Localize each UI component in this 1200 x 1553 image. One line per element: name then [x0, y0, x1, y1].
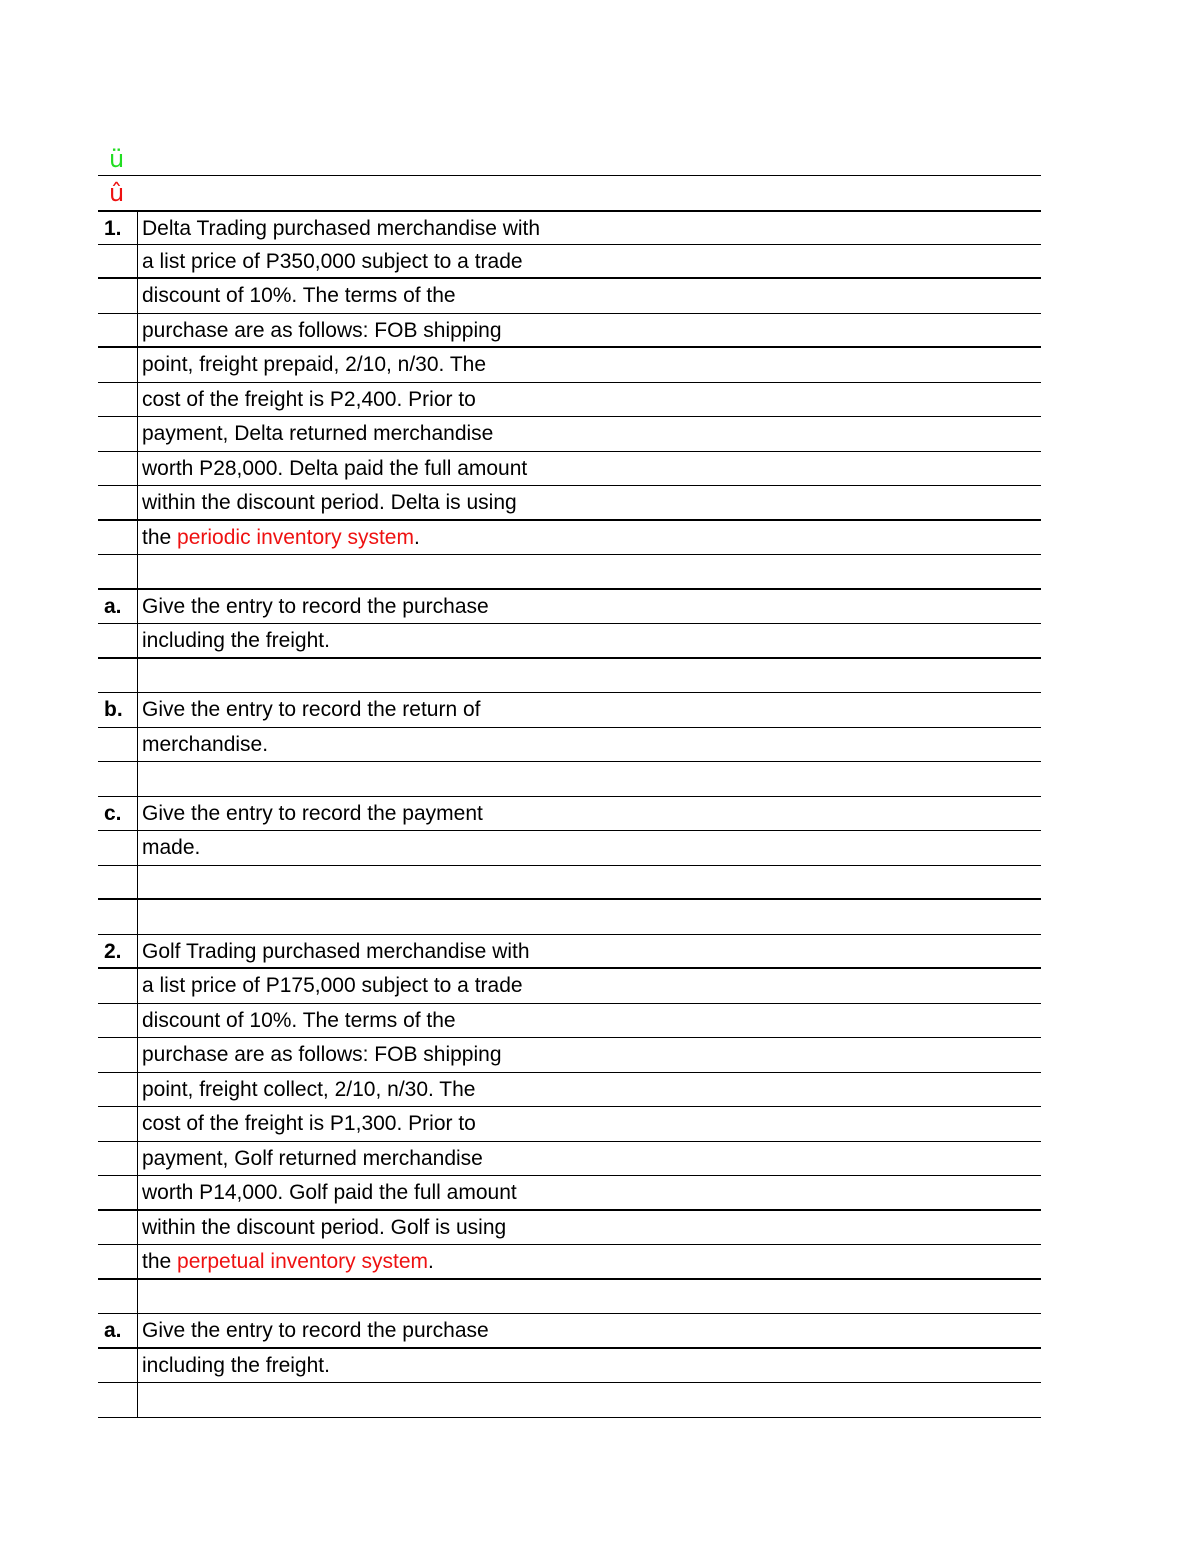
problem-1-row-6 — [98, 383, 1041, 418]
problem-1-row-10 — [98, 521, 1041, 556]
question-text: merchandise. — [142, 732, 269, 756]
question-text: Give the entry to record the payment — [142, 801, 483, 825]
question-1a-row-1 — [98, 590, 1041, 625]
problem-2-row-2 — [98, 969, 1041, 1004]
problem-2-row-1 — [98, 935, 1041, 970]
empty-cell — [138, 1383, 1041, 1417]
empty-cell — [98, 1211, 138, 1245]
check-mark-icon: ü — [109, 145, 125, 173]
blank-row — [98, 659, 1041, 694]
problem-1-row-4 — [98, 314, 1041, 349]
problem-1-text: point, freight prepaid, 2/10, n/30. The — [142, 353, 487, 376]
blank-row — [98, 1280, 1041, 1315]
problem-2-text: worth P14,000. Golf paid the full amount — [142, 1181, 517, 1204]
empty-cell — [138, 900, 1041, 934]
text-prefix: the — [142, 1250, 178, 1273]
text-suffix: . — [413, 525, 420, 549]
problem-1-text: a list price of P350,000 subject to a trade — [142, 249, 523, 273]
empty-cell — [98, 1280, 138, 1314]
problem-1-text: payment, Delta returned merchandise — [142, 422, 494, 445]
problem-1-text: within the discount period. Delta is using — [142, 491, 517, 514]
empty-cell — [98, 314, 138, 347]
empty-cell — [98, 624, 138, 657]
problem-2-text: cost of the freight is P1,300. Prior to — [142, 1112, 476, 1135]
question-letter: c. — [98, 797, 138, 831]
empty-cell — [98, 279, 138, 313]
problem-2-text: discount of 10%. The terms of the — [142, 1008, 456, 1032]
problem-1-text: discount of 10%. The terms of the — [142, 284, 456, 307]
question-2a-row-1 — [98, 1314, 1041, 1349]
inventory-system-highlight: periodic inventory system — [177, 525, 414, 549]
empty-cell — [98, 1073, 138, 1107]
empty-cell — [98, 900, 138, 934]
empty-cell — [98, 1349, 138, 1383]
problem-2-row-5 — [98, 1073, 1041, 1108]
problem-2-row-6 — [98, 1107, 1041, 1142]
question-2a-row-2 — [98, 1349, 1041, 1384]
inventory-system-highlight: perpetual inventory system — [177, 1250, 428, 1273]
blank-row — [98, 555, 1041, 590]
worksheet — [98, 142, 1041, 1418]
empty-cell — [138, 555, 1041, 588]
empty-cell — [98, 555, 138, 588]
question-text: Give the entry to record the return of — [142, 698, 481, 721]
problem-1-row-9 — [98, 486, 1041, 521]
empty-cell — [98, 1004, 138, 1038]
cross-mark-icon: û — [109, 179, 125, 207]
question-1a-row-2 — [98, 624, 1041, 659]
check-mark-row — [98, 142, 1041, 176]
empty-cell — [98, 1383, 138, 1417]
empty-cell — [98, 1245, 138, 1278]
problem-2-text: within the discount period. Golf is using — [142, 1215, 507, 1239]
empty-cell — [98, 728, 138, 762]
text-prefix: the — [142, 525, 178, 549]
blank-row — [98, 762, 1041, 797]
problem-1-row-3 — [98, 279, 1041, 314]
problem-2-number: 2. — [98, 935, 138, 968]
problem-1-text: purchase are as follows: FOB shipping — [142, 318, 502, 342]
problem-1-row-2 — [98, 245, 1041, 280]
problem-1-number: 1. — [98, 212, 138, 244]
problem-2-row-7 — [98, 1142, 1041, 1177]
question-letter: b. — [98, 693, 138, 727]
problem-1-text: worth P28,000. Delta paid the full amount — [142, 456, 528, 480]
problem-1-text: Delta Trading purchased merchandise with — [142, 217, 541, 240]
empty-cell — [98, 417, 138, 451]
empty-cell — [138, 1280, 1041, 1314]
problem-1-row-1 — [98, 210, 1041, 245]
blank-row — [98, 900, 1041, 935]
empty-cell — [138, 866, 1041, 899]
problem-1-text — [138, 521, 1041, 555]
empty-cell — [98, 245, 138, 278]
empty-cell — [138, 762, 1041, 796]
problem-1-text: cost of the freight is P2,400. Prior to — [142, 387, 476, 411]
question-letter: a. — [98, 590, 138, 624]
empty-cell — [98, 348, 138, 382]
problem-2-text: payment, Golf returned merchandise — [142, 1146, 483, 1170]
empty-cell — [98, 831, 138, 865]
problem-1-row-7 — [98, 417, 1041, 452]
empty-cell — [98, 969, 138, 1003]
problem-1-row-8 — [98, 452, 1041, 487]
problem-2-row-3 — [98, 1004, 1041, 1039]
blank-row — [98, 1383, 1041, 1418]
empty-cell — [98, 1107, 138, 1141]
empty-cell — [98, 866, 138, 899]
empty-cell — [98, 659, 138, 693]
empty-cell — [98, 521, 138, 555]
empty-cell — [98, 1038, 138, 1072]
problem-2-row-8 — [98, 1176, 1041, 1211]
problem-2-text — [138, 1245, 1041, 1278]
question-1b-row-1 — [98, 693, 1041, 728]
question-letter: a. — [98, 1314, 138, 1347]
empty-cell — [98, 383, 138, 417]
question-text: Give the entry to record the purchase — [142, 1319, 489, 1342]
problem-2-text: point, freight collect, 2/10, n/30. The — [142, 1077, 476, 1101]
problem-2-row-9 — [98, 1211, 1041, 1246]
empty-cell — [138, 659, 1041, 693]
question-text: made. — [142, 836, 201, 859]
problem-2-text: a list price of P175,000 subject to a trade — [142, 974, 523, 997]
text-suffix: . — [428, 1250, 434, 1273]
question-1c-row-1 — [98, 797, 1041, 832]
cross-mark-row — [98, 176, 1041, 210]
question-text: including the freight. — [142, 1353, 330, 1377]
problem-1-row-5 — [98, 348, 1041, 383]
question-1c-row-2 — [98, 831, 1041, 866]
problem-2-text: Golf Trading purchased merchandise with — [142, 939, 530, 963]
empty-cell — [98, 452, 138, 486]
blank-row — [98, 866, 1041, 901]
question-text: Give the entry to record the purchase — [142, 594, 489, 618]
empty-cell — [98, 1176, 138, 1209]
empty-cell — [98, 762, 138, 796]
problem-2-text: purchase are as follows: FOB shipping — [142, 1043, 502, 1066]
question-1b-row-2 — [98, 728, 1041, 763]
empty-cell — [98, 1142, 138, 1176]
question-text: including the freight. — [142, 629, 330, 652]
problem-2-row-4 — [98, 1038, 1041, 1073]
problem-2-row-10 — [98, 1245, 1041, 1280]
empty-cell — [98, 486, 138, 519]
